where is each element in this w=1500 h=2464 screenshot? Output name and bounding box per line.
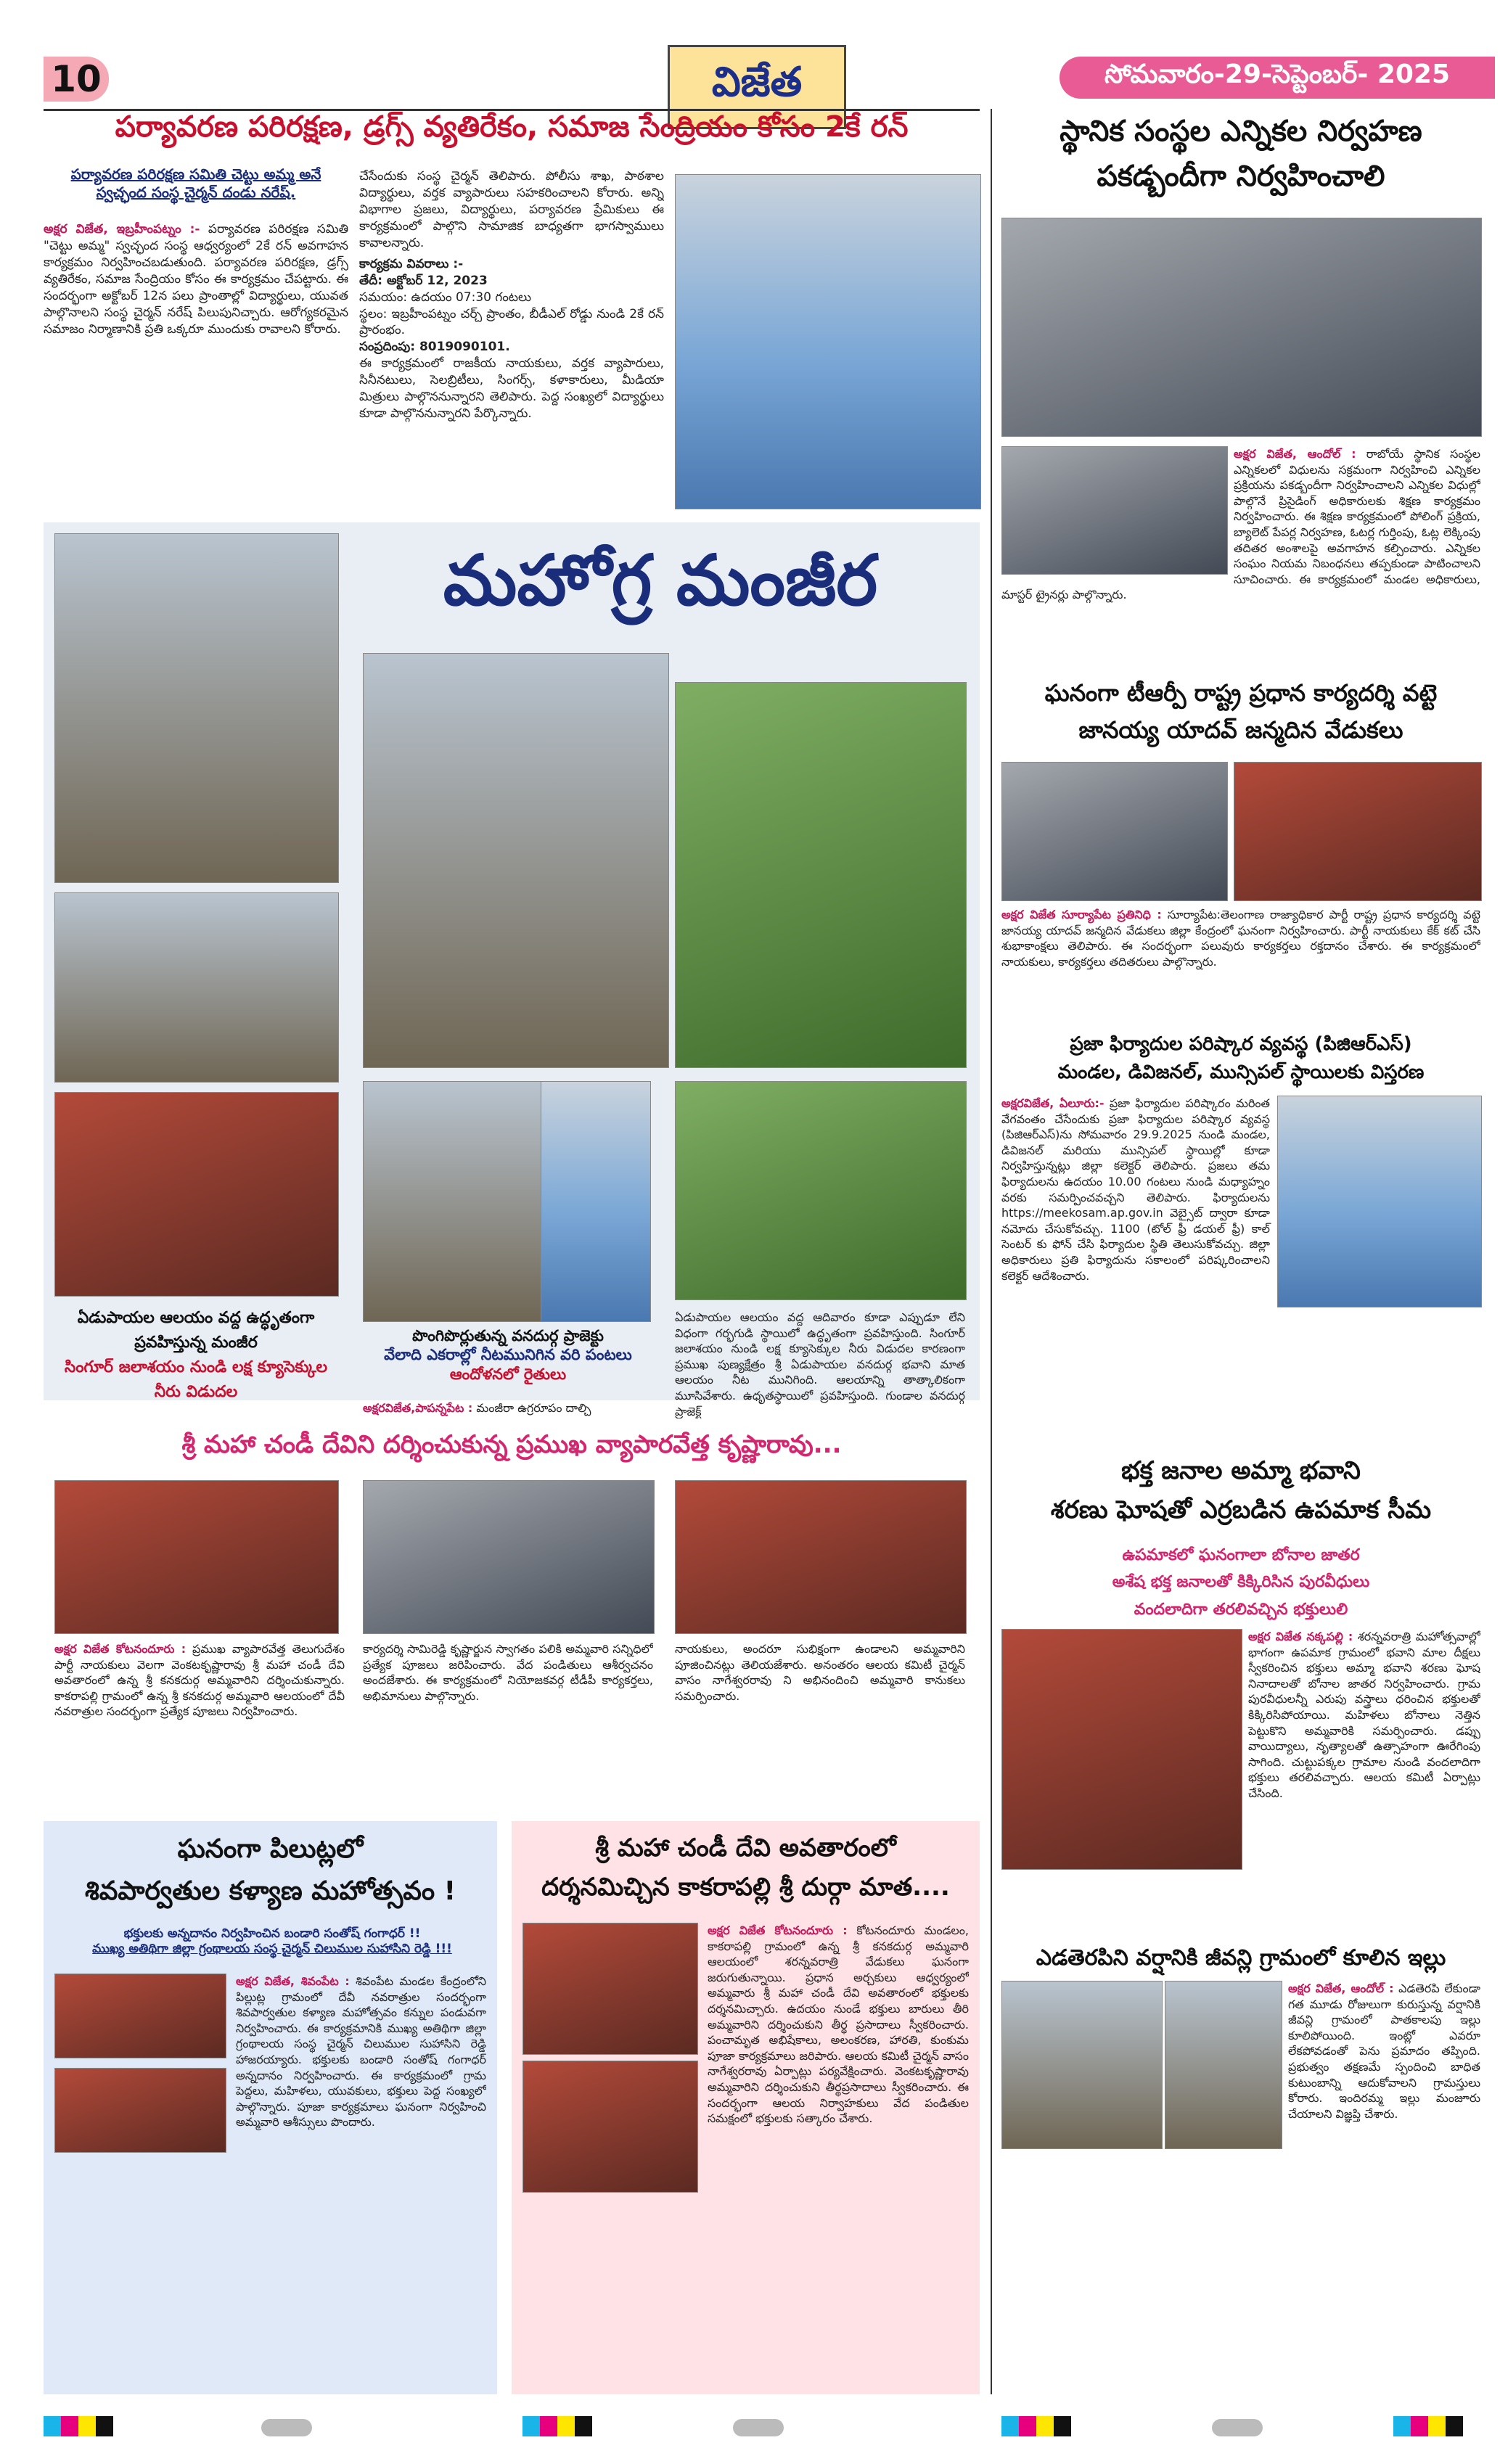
pgrs-body: ప్రజా ఫిర్యాదుల పరిష్కారం మరింత వేగవంతం చేసేందుకు ప్రజా ఫిర్యాదుల పరిష్కార వ్యవస్థ (పిజిఆర్ఎస్)ను సోమవారం 29.9.2025 నుండి మండల, డివిజనల్ మరియు మున్సిపల్ స్థాయిల్లో కూడా నిర్వహిస్తున్నట్లు జిల్లా కలెక్టర్ తెలిపారు. ప్రజలు తమ ఫిర్యాదులను ఉదయం 10.00 గంటలు నుండి మధ్యాహ్నం వరకు సమర్పించవచ్చని తెలిపారు. ఫిర్యాదులను https://meekosam.ap.gov.in వెబ్సైట్ ద్వారా కూడా నమోదు చేసుకోవచ్చు. 1100 (టోల్ ఫ్రీ డయల్ ఫ్రీ) కాల్ సెంటర్ కు ఫోన్ చేసి ఫిర్యాదుల స్థితి తెలుసుకోవచ్చు. జిల్లా అధికారులు ప్రతి ఫిర్యాదును సకాలంలో పరిష్కరించాలని కలెక్టర్ ఆదేశించారు. (1001, 1096, 1270, 1283)
elections-headline-1: స్థానిక సంస్థల ఎన్నికల నిర్వహణ (1060, 115, 1422, 148)
program-contact: సంప్రదింపు: 8019090101. (359, 340, 510, 355)
page-number: 10 (44, 57, 109, 102)
kalyanam-byline: అక్షర విజేత, శివంపేట : (236, 1974, 350, 1988)
kalyanam-float (54, 1974, 236, 2162)
durga-float (522, 1923, 708, 2198)
kalyanam-subheads (54, 1926, 490, 1958)
column-rule (991, 109, 992, 2394)
reg-oval-2 (733, 2419, 784, 2436)
chandi-body-col1 (54, 1641, 345, 1808)
durga-headline-2: దర్శనమిచ్చిన కాకరాపల్లి శ్రీ దుర్గా మాత.... (541, 1873, 950, 1902)
durga-byline: అక్షర విజేత కోటనందూరు : (708, 1923, 848, 1937)
story-2k-body-col1 (44, 221, 348, 512)
chandi-body-3: నాయకులు, అందరూ సుభిక్షంగా ఉండాలని అమ్మవారిని పూజించినట్లు తెలియజేశారు. అనంతరం ఆలయ కమిటీ చైర్మన్ వాసం నాగేశ్వరరావు ని అభినందించి అమ్మవారి కానుకలు సమర్పించారు. (675, 1642, 965, 1703)
story-2k-body-2: చేసేందుకు సంస్థ చైర్మన్ తెలిపారు. పోలీసు శాఖ, పాఠశాల విద్యార్థులు, వర్తక వ్యాపారులు సహకరించాలని కోరారు. అన్ని విభాగాల ప్రజలు, విద్యార్థులు, పర్యావరణ ప్రేమికులు ఈ కార్యక్రమంలో పాల్గొని సామాజిక బాధ్యతగా భాగస్వాములు కావాలన్నారు. (359, 169, 664, 250)
house-byline: అక్షర విజేత, ఆందోల్ : (1288, 1982, 1394, 1995)
kalyanam-subhead-1: భక్తులకు అన్నదానం నిర్వహించిన బండారి సంతోష్ గంగాధర్ !! (123, 1926, 421, 1941)
manjira-caption-mid-1: పొంగిపొర్లుతున్న వనదుర్గ ప్రాజెక్టు (412, 1327, 604, 1344)
manjira-banner-title: మహోగ్ర మంజీర (443, 539, 878, 621)
birthday-headline-2: జానయ్య యాదవ్ జన్మదిన వేడుకలు (1078, 716, 1403, 744)
kalyanam-headline (44, 1828, 497, 1912)
story-2k-body-col2 (359, 168, 664, 509)
paddy-photo (675, 1081, 967, 1300)
bhavani-byline: అక్షర విజేత నక్కపల్లి : (1248, 1630, 1353, 1643)
elections-headline (1001, 109, 1480, 199)
manjira-byline-row (363, 1400, 653, 1416)
birthday-body: సూర్యాపేట:తెలంగాణ రాజ్యాధికార పార్టీ రాష్ట్ర ప్రధాన కార్యదర్శి వట్టె జానయ్య యాదవ్ జన్మదిన వేడుకలు జిల్లా కేంద్రంలో ఘనంగా నిర్వహించారు. పార్టీ నాయకులు కేక్ కట్ చేసి శుభాకాంక్షలు తెలిపారు. ఈ సందర్భంగా పలువురు కార్యకర్తలు రక్తదానం చేశారు. ఈ కార్యక్రమంలో నాయకులు, కార్యకర్తలు తదితరులు పాల్గొన్నారు. (1001, 908, 1480, 969)
pgrs-body-wrap (1001, 1096, 1480, 1437)
bhavani-float (1001, 1629, 1248, 1872)
bhavani-subhead-3: వందలాదిగా తరలివచ్చిన భక్తులులి (1134, 1600, 1348, 1619)
manjira-body-right: ఏడుపాయల ఆలయం వద్ద ఆదివారం కూడా ఎప్పుడూ లేని విధంగా గర్భగుడి స్థాయిలో ఉద్ధృతంగా ప్రవహిస్తుంది. సింగూర్ జలాశయం నుండి లక్ష క్యూసెక్కుల నీరు విడుదల కారణంగా ప్రముఖ పుణ్యక్షేత్రం శ్రీ ఏడుపాయల వనదుర్గ భవాని మాత ఆలయం నీట మునిగింది. ఆలయాన్ని తాత్కాలికంగా మూసివేశారు. ఉధృతస్థాయిలో ప్రవహిస్తుంది. గుండాల వనదుర్గ ప్రాజెక్ట్ (675, 1310, 965, 1418)
birthday-photo-1 (1001, 762, 1228, 901)
chandi-body-2: కార్యదర్శి సామిరెడ్డి కృష్ణార్జున స్వాగతం పలికి అమ్మవారి సన్నిధిలో ప్రత్యేక పూజలు జరిపించారు. వేద పండితులు ఆశీర్వచనం అందజేశారు. ఈ కార్యక్రమంలో నియోజకవర్గ టీడీపీ కార్యకర్తలు, అభిమానులు పాల్గొన్నారు. (363, 1642, 653, 1703)
story-2k-headline: పర్యావరణ పరిరక్షణ, డ్రగ్స్ వ్యతిరేకం, సమాజ సేంద్రియం కోసం 2కే రన్ (115, 110, 909, 144)
farmer-photo (675, 682, 967, 1068)
story-2k-body-1: పర్యావరణ పరిరక్షణ సమితి "చెట్టు అమ్మ" స్వచ్ఛంద సంస్థ ఆధ్వర్యంలో 2కే రన్ అవగాహన కార్యక్రమం నిర్వహించబడుతుంది. పర్యావరణ పరిరక్షణ, డ్రగ్స్ వ్యతిరేకం, సమాజ సేంద్రియం కోసం ఈ కార్యక్రమం చేపట్టారు. ఈ సందర్భంగా అక్టోబర్ 12న పలు ప్రాంతాల్లో విద్యార్థులు, యువత పాల్గొనాలని సంస్థ చైర్మన్ నరేష్ పిలుపునిచ్చారు. ఆరోగ్యకరమైన సమాజం నిర్మాణానికి ప్రతి ఒక్కరూ ముందుకు రావాలని కోరారు. (44, 222, 348, 337)
story-2k-body-3: ఈ కార్యక్రమంలో రాజకీయ నాయకులు, వర్తక వ్యాపారులు, సినీనటులు, సెలబ్రిటీలు, సింగర్స్, కళాకారులు, మీడియా మిత్రులు పాల్గొననున్నారని తెలిపారు. పెద్ద సంఖ్యలో విద్యార్థులు కూడా పాల్గొననున్నారని పేర్కొన్నారు. (359, 356, 664, 422)
manjira-caption-left (54, 1306, 337, 1405)
elections-float (1001, 446, 1234, 577)
house-body: ఎడతెరపి లేకుండా గత మూడు రోజులుగా కురుస్తున్న వర్షానికి జీవన్లి గ్రామంలో పాతకాలపు ఇల్లు కూలిపోయింది. ఇంట్లో ఎవరూ లేకపోవడంతో పెను ప్రమాదం తప్పింది. ప్రభుత్వం తక్షణమే స్పందించి బాధిత కుటుంబాన్ని ఆదుకోవాలని గ్రామస్తులు కోరారు. ఇందిరమ్మ ఇల్లు మంజూరు చేయాలని విజ్ఞప్తి చేశారు. (1288, 1982, 1480, 2121)
chandi-photo-1 (54, 1480, 339, 1634)
kalyanam-headline-1: ఘనంగా పిలుట్లలో (177, 1834, 364, 1864)
masthead-logo[interactable]: విజేత (668, 45, 846, 129)
chandi-photo-2 (363, 1480, 655, 1634)
reg-oval-3 (1212, 2419, 1263, 2436)
manjira-caption-mid (363, 1326, 653, 1384)
dateline: సోమవారం-29-సెప్టెంబర్- 2025 (1060, 57, 1495, 99)
elections-photo-main (1001, 218, 1482, 437)
chairman-photo (675, 174, 981, 509)
reporter-photo (541, 1081, 651, 1322)
pgrs-byline: అక్షరవిజేత, ఏలూరు:- (1001, 1096, 1104, 1110)
kalyanam-body-wrap (54, 1974, 486, 2380)
bhavani-subhead-1: ఉపమాకలో ఘనంగాలా బోనాల జాతర (1122, 1546, 1360, 1564)
manjira-byline: అక్షరవిజేత,పాపన్నపేట : (363, 1401, 473, 1415)
elections-body-wrap (1001, 446, 1480, 664)
birthday-body-wrap (1001, 907, 1480, 1023)
pgrs-float (1270, 1096, 1480, 1310)
program-time: సమయం: ఉదయం 07:30 గంటలు (359, 289, 531, 305)
chandi-headline: శ్రీ మహా చండీ దేవిని దర్శించుకున్న ప్రముఖ వ్యాపారవేత్త కృష్ణారావు... (181, 1430, 842, 1459)
durga-headline-1: శ్రీ మహా చండీ దేవి అవతారంలో (595, 1833, 896, 1863)
bhavani-body: శరన్నవరాత్రి మహోత్సవాల్లో భాగంగా ఉపమాక గ్రామంలో భవాని మాల దీక్షలు స్వీకరించిన భక్తులు అమ్మా భవాని శరణు ఘోష నినాదాలతో బోనాల జాతర నిర్వహించారు. గ్రామ పురవీధులన్నీ ఎరుపు వస్త్రాలు ధరించిన భక్తులతో కిక్కిరిసిపోయాయి. మహిళలు బోనాలు నెత్తిన పెట్టుకొని అమ్మవారికి సమర్పించారు. డప్పు వాయిద్యాలు, నృత్యాలతో ఉత్సాహంగా ఊరేగింపు సాగింది. చుట్టుపక్కల గ్రామాల నుండి వందలాదిగా భక్తులు తరలివచ్చారు. ఆలయ కమిటీ ఏర్పాట్లు చేసింది. (1248, 1630, 1480, 1800)
durga-headline (512, 1828, 980, 1907)
house-headline: ఎడతెరపిని వర్షానికి జీవన్లి గ్రామంలో కూలిన ఇల్లు (1036, 1945, 1446, 1971)
bhavani-headline-1: భక్త జనాల అమ్మా భవాని (1121, 1456, 1361, 1485)
flood-photo-river (54, 533, 339, 883)
manjira-caption-mid-3: ఆందోళనలో రైతులు (449, 1365, 567, 1383)
durga-body-wrap (522, 1923, 969, 2380)
program-date: తేదీ: అక్టోబర్ 12, 2023 (359, 273, 488, 288)
bhavani-headline-2: శరణు ఘోషతో ఎర్రబడిన ఉపమాక సీమ (1050, 1495, 1432, 1525)
bhavani-headline (1001, 1451, 1480, 1530)
bhavani-body-wrap (1001, 1629, 1480, 1934)
cmyk-mark-2 (522, 2416, 592, 2439)
elections-body: రాబోయే స్థానిక సంస్థల ఎన్నికలలో విధులను సక్రమంగా నిర్వహించి ఎన్నికల ప్రక్రియను పకడ్బందీగా నిర్వహించాలని ఎన్నికల విధుల్లో పాల్గొనే ప్రిసైడింగ్ అధికారులకు శిక్షణ కార్యక్రమం నిర్వహించారు. ఈ శిక్షణ కార్యక్రమంలో పోలింగ్ ప్రక్రియ, బ్యాలెట్ పేపర్ల నిర్వహణ, ఓటర్ల గుర్తింపు, ఓట్ల లెక్కింపు తదితర అంశాలపై అవగాహన కల్పించారు. ఎన్నికల సంఘం నియమ నిబంధనలు తప్పకుండా పాటించాలని సూచించారు. ఈ కార్యక్రమంలో మండల అధికారులు, మాస్టర్ ట్రైనర్లు పాల్గొన్నారు. (1001, 447, 1480, 602)
program-label: కార్యక్రమ వివరాలు :- (359, 256, 464, 271)
kalyanam-headline-2: శివపార్వతుల కళ్యాణ మహోత్సవం ! (84, 1876, 456, 1906)
story-2k-byline: అక్షర విజేత, ఇబ్రహీంపట్నం :- (44, 222, 200, 237)
chandi-byline: అక్షర విజేత కోటనందూరు : (54, 1642, 187, 1656)
chandi-body-1: ప్రముఖ వ్యాపారవేత్త తెలుగుదేశం పార్టీ నాయకులు వెలగా వెంకటకృష్ణారావు శ్రీ మహా చండీ దేవి అవతారంలో ఉన్న శ్రీ కనకదుర్గ అమ్మవారిని దర్శించుకున్నారు. కాకరాపల్లి గ్రామంలో ఉన్న శ్రీ కనకదుర్గ అమ్మవారి ఆలయంలో దేవీ నవరాత్రుల సందర్భంగా ప్రత్యేక పూజలు నిర్వహించారు. (54, 1642, 345, 1719)
reg-oval-1 (261, 2419, 312, 2436)
birthday-photo-2 (1234, 762, 1482, 901)
house-body-wrap (1001, 1981, 1480, 2220)
flood-photo-dam (54, 892, 339, 1083)
bridge-railing-photo (363, 653, 669, 1068)
cmyk-mark-4 (1393, 2416, 1463, 2439)
manjira-caption-left-1: ఏడుపాయల ఆలయం వద్ద ఉద్ధృతంగా ప్రవహిస్తున్న మంజీర (77, 1309, 315, 1352)
program-place: స్థలం: ఇబ్రహీంపట్నం చర్చ్ ప్రాంతం, బీడీఎల్ రోడ్డు నుండి 2కే రన్ ప్రారంభం. (359, 306, 664, 338)
pgrs-headline (1001, 1030, 1480, 1087)
pgrs-headline-2: మండల, డివిజనల్, మున్సిపల్ స్థాయిలకు విస్తరణ (1057, 1061, 1425, 1083)
cmyk-mark-1 (44, 2416, 113, 2439)
manjira-body-mid: మంజీరా ఉగ్రరూపం దాల్చి (476, 1401, 591, 1415)
manjira-caption-left-2: సింగూర్ జలాశయం నుండి లక్ష క్యూసెక్కుల నీరు విడుదల (64, 1358, 328, 1402)
house-float (1001, 1981, 1288, 2151)
durga-body: కోటనందూరు మండలం, కాకరాపల్లి గ్రామంలో ఉన్న శ్రీ కనకదుర్గ అమ్మవారి ఆలయంలో శరన్నవరాత్రి వేడుకలు ఘనంగా జరుగుతున్నాయి. ప్రధాన అర్చకులు ఆధ్వర్యంలో అమ్మవారు శ్రీ మహా చండీ దేవి అవతారంలో భక్తులకు దర్శనమిచ్చారు. ఉదయం నుండే భక్తులు బారులు తీరి అమ్మవారిని దర్శించుకుని తీర్థ ప్రసాదాలు స్వీకరించారు. పంచామృత అభిషేకాలు, అలంకరణ, హారతి, కుంకుమ పూజా కార్యక్రమాలు జరిపారు. ఆలయ కమిటీ చైర్మన్ వాసం నాగేశ్వరరావు ఏర్పాట్లు పర్యవేక్షించారు. వెంకటకృష్ణారావు అమ్మవారిని దర్శించుకుని తీర్థప్రసాదాలు స్వీకరించారు. ఈ సందర్భంగా ఆలయ నిర్వాహకులు వేద పండితుల సమక్షంలో భక్తులకు సత్కారం చేశారు. (708, 1923, 969, 2126)
birthday-headline (1001, 675, 1480, 749)
bhavani-subheads (1001, 1542, 1480, 1623)
birthday-headline-1: ఘనంగా టీఆర్పీ రాష్ట్ర ప్రధాన కార్యదర్శి వట్టె (1044, 679, 1438, 707)
temple-photo (54, 1092, 339, 1297)
elections-headline-2: పకడ్బందీగా నిర్వహించాలి (1097, 160, 1385, 193)
story-2k-subhead: పర్యావరణ పరిరక్షణ సమితి చెట్టు అమ్మ అనే స్వచ్ఛంద సంస్థ చైర్మన్ దండు నరేష్. (70, 165, 321, 201)
pgrs-headline-1: ప్రజా ఫిర్యాదుల పరిష్కార వ్యవస్థ (పిజిఆర్ఎస్) (1070, 1033, 1412, 1055)
kalyanam-body: శివంపేట మండల కేంద్రంలోని పిల్లుట్ల గ్రామంలో దేవీ నవరాత్రుల సందర్భంగా శివపార్వతుల కళ్యాణ మహోత్సవం కన్నుల పండువగా నిర్వహించారు. ఈ కార్యక్రమానికి ముఖ్య అతిథిగా జిల్లా గ్రంథాలయ సంస్థ చైర్మన్ చిలుముల సుహాసిని రెడ్డి హాజరయ్యారు. భక్తులకు బండారి సంతోష్ గంగాధర్ అన్నదానం నిర్వహించారు. ఈ కార్యక్రమంలో గ్రామ పెద్దలు, మహిళలు, యువకులు, భక్తులు పెద్ద సంఖ్యలో పాల్గొన్నారు. పూజా కార్యక్రమాలు ఘనంగా నిర్వహించి అమ్మవారి ఆశీస్సులు పొందారు. (236, 1974, 486, 2130)
kalyanam-subhead-2: ముఖ్య అతిథిగా జిల్లా గ్రంథాలయ సంస్థ చైర్మన్ చిలుముల సుహాసిని రెడ్డి !!! (92, 1942, 452, 1957)
chandi-photo-3 (675, 1480, 967, 1634)
bhavani-subhead-2: అశేష భక్త జనాలతో కిక్కిరిసిన పురవీధులు (1112, 1573, 1370, 1592)
birthday-byline: అక్షర విజేత సూర్యాపేట ప్రతినిధి : (1001, 908, 1162, 921)
elections-byline: అక్షర విజేత, ఆందోల్ : (1234, 447, 1356, 461)
cmyk-mark-3 (1001, 2416, 1071, 2439)
print-registration-strip (44, 2416, 1495, 2445)
manjira-caption-mid-2: వేలాది ఎకరాల్లో నీటమునిగిన వరి పంటలు (384, 1346, 632, 1364)
